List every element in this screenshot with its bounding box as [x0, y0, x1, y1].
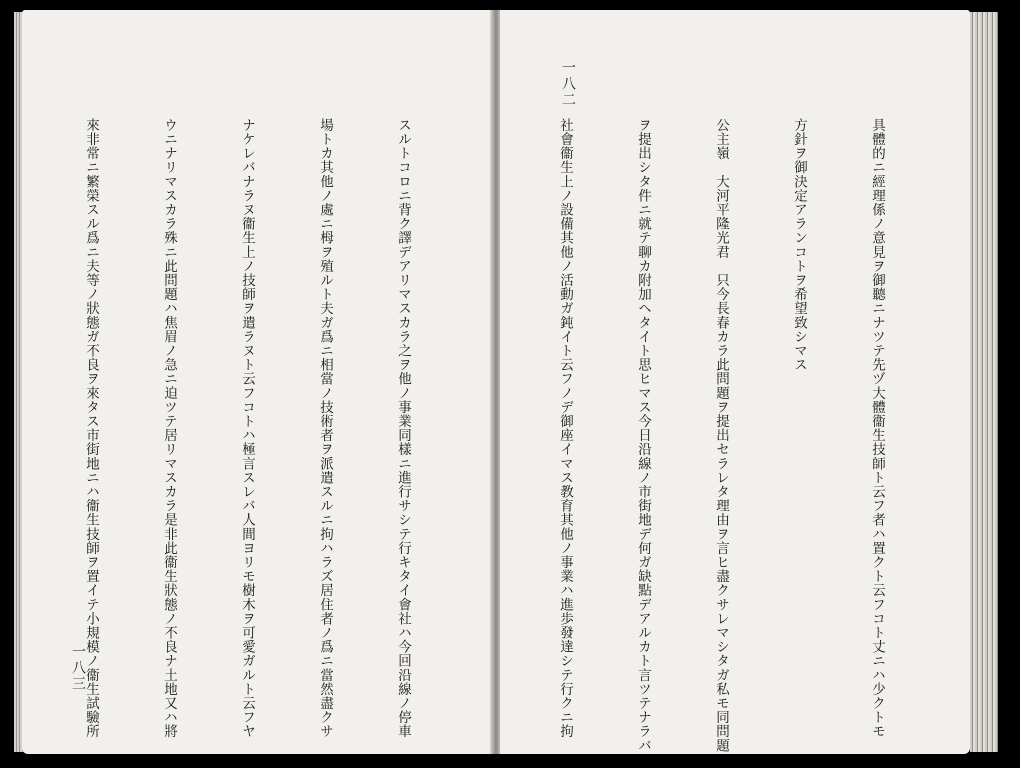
right-page-number: 一八二 [560, 60, 576, 108]
left-page [22, 10, 492, 754]
text-line: ナケレバナラヌ衞生上ノ技師ヲ遣ラヌト云フコトハ極言スレバ人間ヨリモ樹木ヲ可愛ガルト云フヤ [239, 118, 255, 739]
text-line: 方針ヲ御決定アランコトヲ希望致シマス [791, 118, 807, 372]
text-line: 具體的ニ經理係ノ意見ヲ御聽ニナツテ先ヅ大體衞生技師ト云フ者ハ置クト云フコト丈ニハ少クトモ [869, 118, 885, 739]
text-line [22, 118, 26, 706]
text-line: ヲ提出シタ件ニ就テ聊カ附加ヘタイト思ヒマス今日沿線ノ市街地デ何ガ缺點デアルカト言ツテナラバ [635, 118, 651, 753]
right-page-text [500, 118, 942, 753]
left-page-number: 一八三 [70, 644, 86, 692]
text-line: 場トカ其他ノ處ニ栂ヲ殖ルト夫ガ爲ニ相當ノ技術者ヲ派遣スルニ拘ハラズ居住者ノ爲ニ當然盡クサ [317, 118, 333, 739]
left-page-text [22, 118, 468, 739]
text-line: 社會衞生上ノ設備其他ノ活動ガ鈍イト云フノデ御座イマス教育其他ノ事業ハ進歩發達シテ行クニ拘 [557, 118, 573, 739]
right-page [500, 10, 970, 754]
text-line: 來非常ニ繁榮スル爲ニ夫等ノ狀態ガ不良ヲ來タス市街地ニハ衞生技師ヲ置イテ小規模ノ衞生試驗所 [83, 118, 99, 739]
text-line: スルトコロニ背ク譯デアリマスカラ之ヲ他ノ事業同樣ニ進行サシテ行キタイ會社ハ今回沿線ノ停車 [395, 118, 411, 739]
text-line: 公主嶺 大河平隆光君 只今長春カラ此問題ヲ提出セラレタ理由ヲ言ヒ盡クサレマシタガ私モ同問題 [713, 118, 729, 753]
page-edge-right [970, 12, 998, 752]
text-line: ウニナリマスカラ殊ニ此問題ハ焦眉ノ急ニ迫ツテ居リマスカラ是非此衞生狀態ノ不良ナ土地又ハ將 [161, 118, 177, 739]
